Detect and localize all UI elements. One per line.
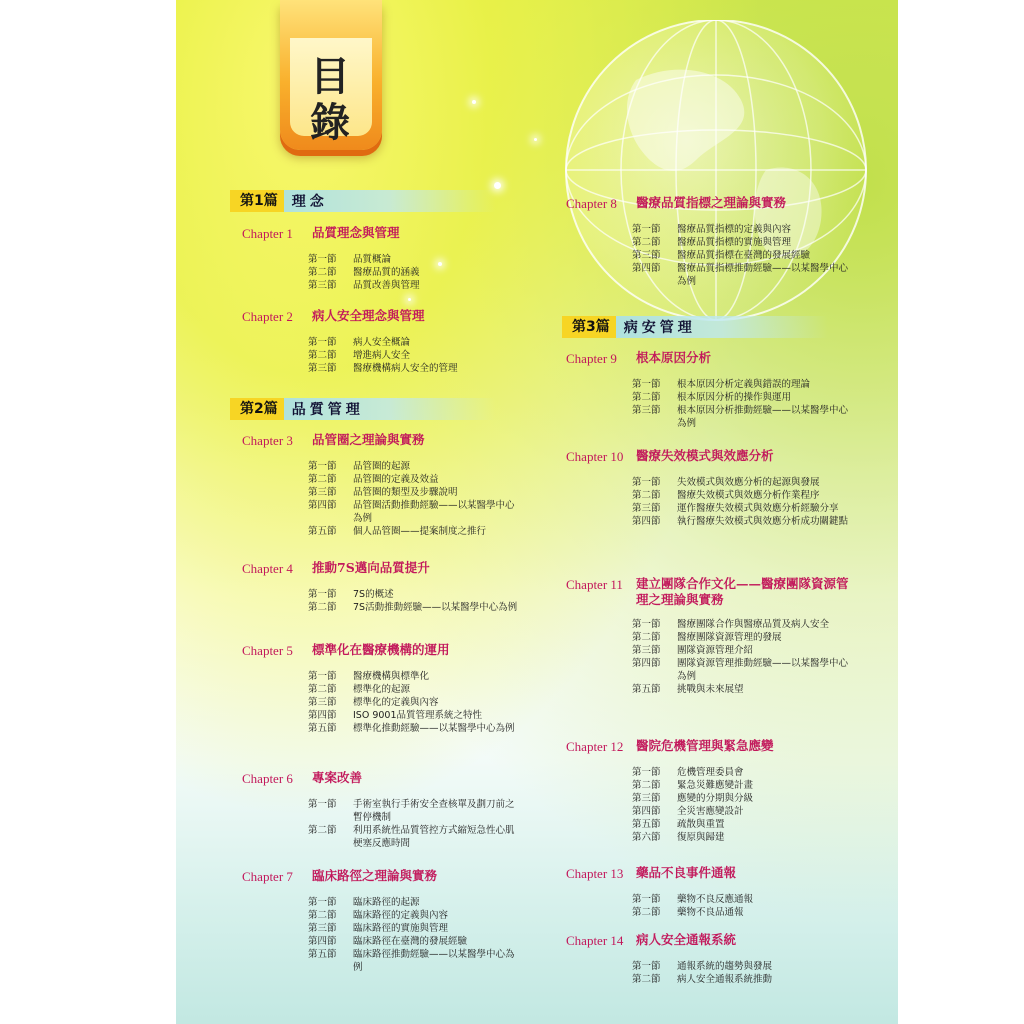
globe-illustration — [526, 20, 886, 340]
part-number: 第3篇 — [562, 316, 616, 338]
chapter-5 — [242, 642, 522, 735]
section-title: 臨床路徑在臺灣的發展經驗 — [353, 936, 468, 947]
section-number: 第四節 — [308, 710, 337, 721]
section-number: 第四節 — [632, 263, 661, 274]
section-item — [308, 896, 522, 909]
section-number: 第一節 — [632, 619, 661, 630]
section-item — [632, 657, 856, 683]
section-title: 根本原因分析推動經驗——以某醫學中心為例 — [677, 405, 849, 429]
section-number: 第二節 — [632, 907, 661, 918]
part-number: 第1篇 — [230, 190, 284, 212]
section-number: 第二節 — [632, 392, 661, 403]
section-title: 品管圈的類型及步驟說明 — [353, 487, 458, 498]
section-title: 品管圈活動推動經驗——以某醫學中心為例 — [353, 500, 515, 524]
section-title: 醫療機構與標準化 — [353, 671, 430, 682]
section-title: 疏散與重置 — [677, 819, 725, 830]
section-item — [308, 922, 522, 935]
section-item — [308, 499, 522, 525]
section-item — [632, 489, 856, 502]
section-number: 第一節 — [632, 379, 661, 390]
part-title: 品質管理 — [291, 402, 364, 418]
chapter-1 — [242, 225, 522, 292]
section-title: 挑戰與未來展望 — [677, 684, 744, 695]
section-title: 7S活動推動經驗——以某醫學中心為例 — [353, 602, 518, 613]
section-title: 醫療品質指標推動經驗——以某醫學中心為例 — [677, 263, 849, 287]
section-title: 醫療失效模式與效應分析作業程序 — [677, 490, 820, 501]
section-number: 第三節 — [308, 487, 337, 498]
section-number: 第二節 — [632, 632, 661, 643]
chapter-title: 推動7S邁向品質提升 — [312, 560, 430, 575]
section-number: 第三節 — [308, 280, 337, 291]
section-item — [308, 460, 522, 473]
chapter-label: Chapter 9 — [566, 351, 617, 366]
section-number: 第一節 — [632, 894, 661, 905]
section-item — [308, 473, 522, 486]
chapter-4 — [242, 560, 522, 614]
section-number: 第一節 — [632, 961, 661, 972]
section-number: 第一節 — [308, 461, 337, 472]
section-item — [308, 909, 522, 922]
chapter-title: 臨床路徑之理論與實務 — [312, 868, 438, 883]
chapter-title: 病人安全通報系統 — [636, 932, 737, 947]
section-title: 醫療團隊合作與醫療品質及病人安全 — [677, 619, 830, 630]
section-title: 醫療團隊資源管理的發展 — [677, 632, 782, 643]
section-number: 第二節 — [632, 780, 661, 791]
section-number: 第四節 — [632, 658, 661, 669]
section-number: 第二節 — [308, 474, 337, 485]
section-item — [308, 722, 522, 735]
section-item — [308, 709, 522, 722]
section-item — [632, 223, 856, 236]
chapter-title: 病人安全理念與管理 — [312, 308, 425, 323]
section-title: 藥物不良反應通報 — [677, 894, 754, 905]
chapter-title: 建立團隊合作文化——醫療團隊資源管理之理論與實務 — [636, 576, 849, 607]
section-number: 第三節 — [308, 363, 337, 374]
section-number: 第六節 — [632, 832, 661, 843]
chapter-label: Chapter 4 — [242, 561, 293, 576]
chapter-label: Chapter 3 — [242, 433, 293, 448]
section-item — [632, 960, 856, 973]
section-item — [308, 279, 522, 292]
section-item — [308, 601, 522, 614]
section-number: 第一節 — [308, 254, 337, 265]
section-number: 第一節 — [308, 671, 337, 682]
section-title: 臨床路徑的實施與管理 — [353, 923, 449, 934]
section-title: 通報系統的趨勢與發展 — [677, 961, 773, 972]
section-title: 個人品管圈——提案制度之推行 — [353, 526, 487, 537]
section-title: 醫療品質的涵義 — [353, 267, 420, 278]
section-item — [632, 644, 856, 657]
section-item — [308, 525, 522, 538]
section-number: 第二節 — [308, 910, 337, 921]
section-item — [632, 973, 856, 986]
section-title: 7S的概述 — [353, 589, 394, 600]
section-title: 品質概論 — [353, 254, 392, 265]
part-banner-3 — [562, 316, 828, 338]
part-title: 理念 — [291, 194, 328, 210]
section-item — [308, 948, 522, 974]
section-title: 復原與歸建 — [677, 832, 725, 843]
chapter-title: 根本原因分析 — [636, 350, 712, 365]
section-number: 第五節 — [308, 949, 337, 960]
section-title: 品管圈的起源 — [353, 461, 411, 472]
chapter-label: Chapter 11 — [566, 577, 623, 592]
section-item — [632, 618, 856, 631]
section-number: 第二節 — [632, 237, 661, 248]
section-item — [632, 831, 856, 844]
section-item — [632, 766, 856, 779]
section-number: 第三節 — [632, 645, 661, 656]
section-number: 第二節 — [308, 267, 337, 278]
chapter-label: Chapter 8 — [566, 196, 617, 211]
section-item — [632, 893, 856, 906]
section-item — [632, 631, 856, 644]
chapter-6 — [242, 770, 522, 850]
chapter-12 — [566, 738, 856, 844]
part-banner-1 — [230, 190, 496, 212]
chapter-label: Chapter 14 — [566, 933, 624, 948]
section-title: 失效模式與效應分析的起源與發展 — [677, 477, 820, 488]
section-number: 第五節 — [308, 526, 337, 537]
part-title: 病安管理 — [623, 320, 696, 336]
section-item — [632, 805, 856, 818]
section-number: 第四節 — [308, 500, 337, 511]
section-item — [632, 818, 856, 831]
section-number: 第五節 — [632, 819, 661, 830]
section-title: 醫療品質指標的定義與內容 — [677, 224, 792, 235]
section-item — [308, 824, 522, 850]
chapter-label: Chapter 5 — [242, 643, 293, 658]
section-item — [632, 906, 856, 919]
section-title: 手術室執行手術安全查核單及劃刀前之暫停機制 — [353, 799, 515, 823]
sparkle — [534, 138, 537, 141]
section-number: 第二節 — [308, 825, 337, 836]
section-item — [308, 935, 522, 948]
section-title: 團隊資源管理推動經驗——以某醫學中心為例 — [677, 658, 849, 682]
section-number: 第三節 — [632, 405, 661, 416]
section-item — [632, 502, 856, 515]
section-title: 臨床路徑推動經驗——以某醫學中心為例 — [353, 949, 515, 973]
section-number: 第二節 — [308, 684, 337, 695]
section-item — [308, 683, 522, 696]
section-number: 第二節 — [632, 490, 661, 501]
section-number: 第五節 — [308, 723, 337, 734]
section-title: 品管圈的定義及效益 — [353, 474, 439, 485]
section-number: 第二節 — [632, 974, 661, 985]
section-item — [308, 798, 522, 824]
section-number: 第二節 — [308, 602, 337, 613]
section-item — [308, 696, 522, 709]
chapter-2 — [242, 308, 522, 375]
section-title: 運作醫療失效模式與效應分析經驗分享 — [677, 503, 839, 514]
page-title: 目錄 — [310, 53, 352, 146]
section-title: 標準化的起源 — [353, 684, 411, 695]
chapter-label: Chapter 13 — [566, 866, 624, 881]
section-number: 第一節 — [632, 767, 661, 778]
chapter-11 — [566, 576, 856, 696]
chapter-13 — [566, 865, 856, 919]
sparkle — [494, 182, 501, 189]
section-number: 第四節 — [632, 806, 661, 817]
section-title: 執行醫療失效模式與效應分析成功關鍵點 — [677, 516, 849, 527]
section-item — [308, 670, 522, 683]
section-title: 全災害應變設計 — [677, 806, 744, 817]
chapter-title: 品管圈之理論與實務 — [312, 432, 425, 447]
chapter-3 — [242, 432, 522, 538]
section-number: 第三節 — [308, 697, 337, 708]
section-number: 第一節 — [632, 477, 661, 488]
section-title: 醫療機構病人安全的管理 — [353, 363, 458, 374]
section-number: 第一節 — [632, 224, 661, 235]
section-item — [632, 476, 856, 489]
section-title: 應變的分期與分級 — [677, 793, 754, 804]
section-title: 緊急災難應變計畫 — [677, 780, 754, 791]
section-number: 第四節 — [632, 516, 661, 527]
chapter-title: 醫院危機管理與緊急應變 — [636, 738, 774, 753]
section-title: 根本原因分析定義與錯誤的理論 — [677, 379, 811, 390]
section-title: 藥物不良品通報 — [677, 907, 744, 918]
section-number: 第三節 — [632, 503, 661, 514]
section-item — [632, 236, 856, 249]
chapter-label: Chapter 2 — [242, 309, 293, 324]
section-title: 增進病人安全 — [353, 350, 411, 361]
section-title: 醫療品質指標的實施與管理 — [677, 237, 792, 248]
section-item — [308, 266, 522, 279]
chapter-10 — [566, 448, 856, 528]
chapter-title: 醫療失效模式與效應分析 — [636, 448, 774, 463]
toc-page — [176, 0, 898, 1024]
section-item — [632, 779, 856, 792]
chapter-title: 專案改善 — [312, 770, 363, 785]
chapter-label: Chapter 12 — [566, 739, 624, 754]
chapter-9 — [566, 350, 856, 430]
section-item — [308, 253, 522, 266]
section-title: 利用系統性品質管控方式縮短急性心肌梗塞反應時間 — [353, 825, 515, 849]
part-number: 第2篇 — [230, 398, 284, 420]
section-title: 醫療品質指標在臺灣的發展經驗 — [677, 250, 811, 261]
section-number: 第一節 — [308, 589, 337, 600]
sparkle — [408, 298, 411, 301]
section-title: 病人安全概論 — [353, 337, 411, 348]
section-item — [632, 391, 856, 404]
section-item — [308, 362, 522, 375]
section-item — [632, 378, 856, 391]
section-item — [308, 486, 522, 499]
section-item — [632, 262, 856, 288]
section-title: 臨床路徑的起源 — [353, 897, 420, 908]
chapter-label: Chapter 7 — [242, 869, 293, 884]
chapter-title: 品質理念與管理 — [312, 225, 400, 240]
section-number: 第一節 — [308, 799, 337, 810]
section-title: 臨床路徑的定義與內容 — [353, 910, 449, 921]
section-number: 第三節 — [308, 923, 337, 934]
part-banner-2 — [230, 398, 496, 420]
section-item — [632, 792, 856, 805]
section-number: 第一節 — [308, 897, 337, 908]
section-title: 危機管理委員會 — [677, 767, 744, 778]
section-item — [632, 249, 856, 262]
section-number: 第一節 — [308, 337, 337, 348]
title-tab — [280, 0, 382, 150]
chapter-title: 藥品不良事件通報 — [636, 865, 737, 880]
section-item — [632, 683, 856, 696]
section-item — [308, 349, 522, 362]
section-title: ISO 9001品質管理系統之特性 — [353, 710, 483, 721]
section-number: 第三節 — [632, 793, 661, 804]
section-number: 第五節 — [632, 684, 661, 695]
section-title: 根本原因分析的操作與運用 — [677, 392, 792, 403]
section-title: 品質改善與管理 — [353, 280, 420, 291]
chapter-label: Chapter 6 — [242, 771, 293, 786]
chapter-8 — [566, 195, 856, 288]
section-item — [308, 588, 522, 601]
chapter-7 — [242, 868, 522, 974]
chapter-label: Chapter 10 — [566, 449, 624, 464]
section-number: 第二節 — [308, 350, 337, 361]
chapter-title: 醫療品質指標之理論與實務 — [636, 195, 787, 210]
section-number: 第四節 — [308, 936, 337, 947]
chapter-14 — [566, 932, 856, 986]
section-item — [308, 336, 522, 349]
section-item — [632, 404, 856, 430]
section-item — [632, 515, 856, 528]
chapter-title: 標準化在醫療機構的運用 — [312, 642, 450, 657]
section-title: 標準化的定義與內容 — [353, 697, 439, 708]
sparkle — [472, 100, 476, 104]
section-number: 第三節 — [632, 250, 661, 261]
section-title: 病人安全通報系統推動 — [677, 974, 773, 985]
chapter-label: Chapter 1 — [242, 226, 293, 241]
section-title: 團隊資源管理介紹 — [677, 645, 754, 656]
section-title: 標準化推動經驗——以某醫學中心為例 — [353, 723, 515, 734]
